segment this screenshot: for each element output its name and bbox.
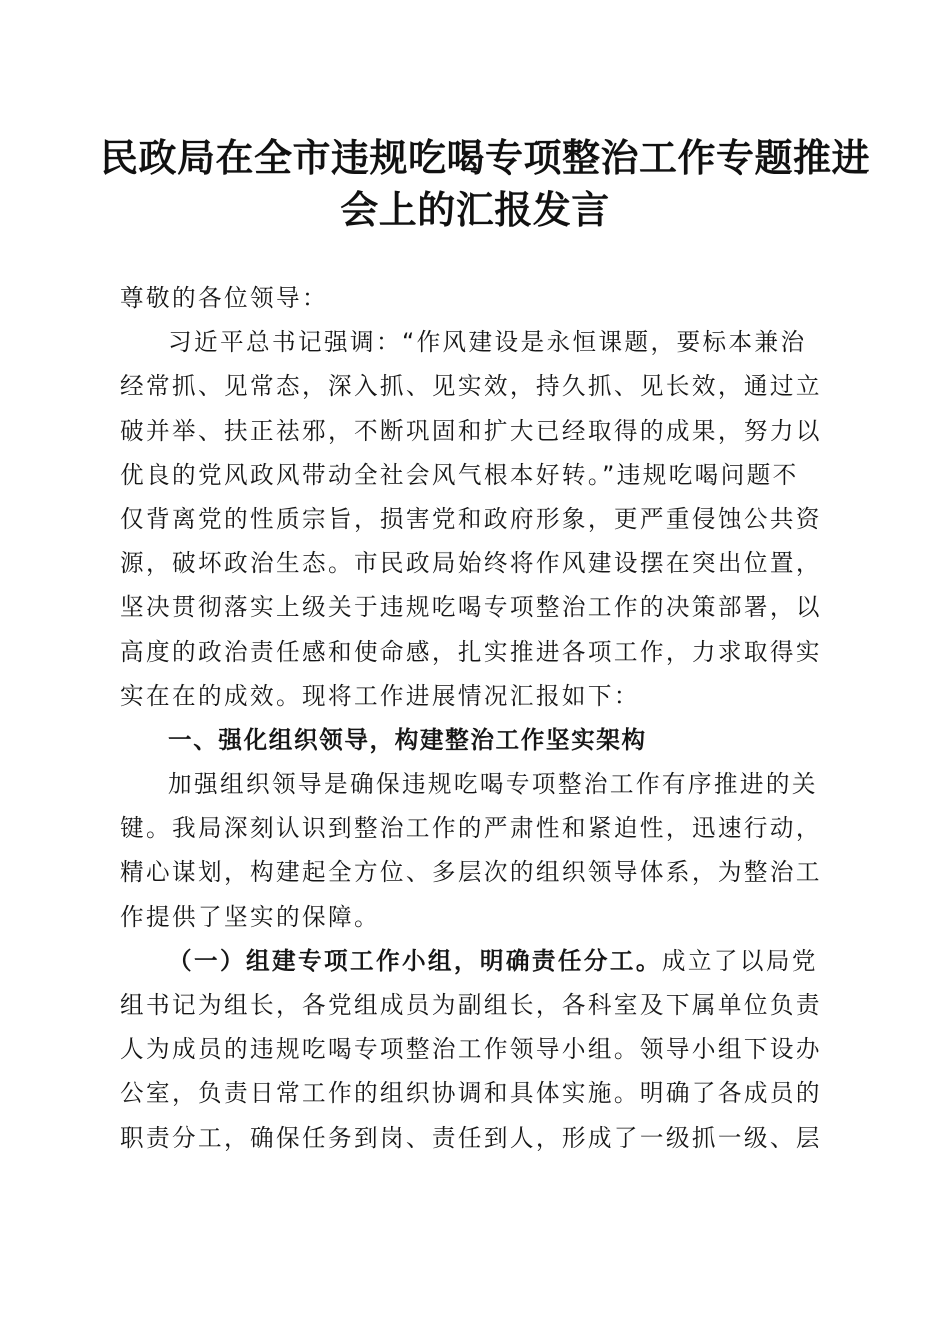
paragraph-line: 组书记为组长，各党组成员为副组长，各科室及下属单位负责	[120, 991, 822, 1019]
paragraph-fragment: 成立了以局党	[661, 946, 818, 975]
paragraph-line: 实在在的成效。现将工作进展情况汇报如下：	[120, 681, 640, 710]
paragraph-line: 公室，负责日常工作的组织协调和具体实施。明确了各成员的	[120, 1079, 822, 1108]
paragraph-line: 作提供了坚实的保障。	[120, 902, 380, 931]
paragraph-line: 键。我局深刻认识到整治工作的严肃性和紧迫性，迅速行动，	[120, 814, 822, 843]
salutation: 尊敬的各位领导：	[120, 284, 328, 312]
paragraph-line: 职责分工，确保任务到岗、责任到人，形成了一级抓一级、层	[120, 1123, 822, 1152]
paragraph-line: 习近平总书记强调：“作风建设是永恒课题，要标本兼治	[168, 328, 807, 357]
paragraph-line: 仅背离党的性质宗旨，损害党和政府形象，更严重侵蚀公共资	[120, 504, 822, 533]
paragraph-line: 坚决贯彻落实上级关于违规吃喝专项整治工作的决策部署，以	[120, 593, 822, 622]
document-body	[120, 276, 840, 1160]
subsection-heading: （一）组建专项工作小组，明确责任分工。	[168, 946, 662, 975]
paragraph-line: 高度的政治责任感和使命感，扎实推进各项工作，力求取得实	[120, 637, 822, 666]
paragraph-line: 加强组织领导是确保违规吃喝专项整治工作有序推进的关	[168, 770, 818, 799]
section-heading: 一、强化组织领导，构建整治工作坚实架构	[168, 725, 647, 754]
paragraph-line: 人为成员的违规吃喝专项整治工作领导小组。领导小组下设办	[120, 1035, 822, 1064]
paragraph-line: 精心谋划，构建起全方位、多层次的组织领导体系，为整治工	[120, 858, 822, 887]
subsection-first-line	[120, 939, 840, 983]
paragraph-line: 源，破坏政治生态。市民政局始终将作风建设摆在突出位置，	[120, 549, 822, 578]
title-line: 民政局在全市违规吃喝专项整治工作专题推进	[100, 135, 871, 180]
document-title	[100, 132, 871, 236]
paragraph-line: 优良的党风政风带动全社会风气根本好转。”违规吃喝问题不	[120, 460, 799, 489]
title-line: 会上的汇报发言	[340, 187, 610, 232]
paragraph-line: 破并举、扶正祛邪，不断巩固和扩大已经取得的成果，努力以	[120, 416, 822, 445]
paragraph-line: 经常抓、见常态，深入抓、见实效，持久抓、见长效，通过立	[120, 372, 822, 401]
